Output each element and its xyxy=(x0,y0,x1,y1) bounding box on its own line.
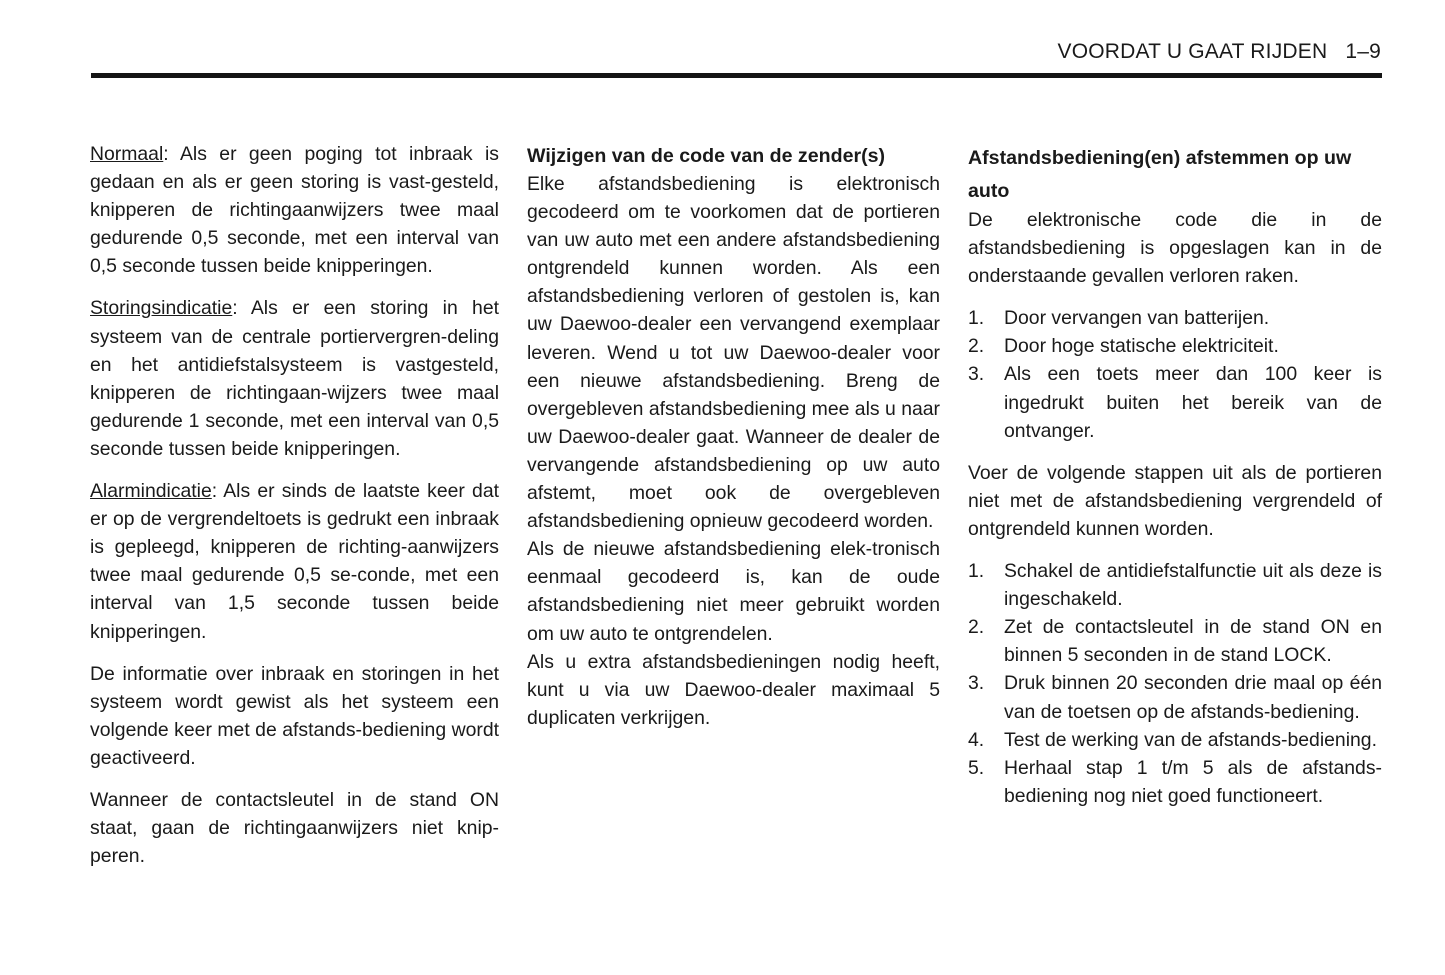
list-item: 1. Schakel de antidiefstalfunctie uit als deze is ingeschakeld. xyxy=(968,560,1382,611)
term-normaal: Normaal xyxy=(90,143,164,165)
list-item: 2. Zet de contactsleutel in de stand ON en binnen 5 seconden in de stand LOCK. xyxy=(968,616,1382,667)
section-title: VOORDAT U GAAT RIJDEN xyxy=(1057,40,1328,63)
list-item: 4. Test de werking van de afstands-bediening. xyxy=(968,728,1377,751)
section-heading-code-wijzigen: Wijzigen van de code van de zender(s) xyxy=(527,145,886,167)
header-rule xyxy=(91,73,1382,78)
paragraph-intro: De elektronische code die in de afstandsbediening is opgeslagen kan in de onderstaande gevallen verloren raken. xyxy=(968,209,1382,288)
steps-list xyxy=(968,557,1382,810)
paragraph-storingsindicatie: Storingsindicatie: Als er een storing in het systeem van de centrale portiervergren-deling en het antidiefstalsysteem is vastgesteld, knipperen de richtingaan-wijzers twee maal gedurende 1 seconde, met een interval van 0,5 seconde tussen beide knipperingen. xyxy=(90,297,499,460)
list-item: 3. Als een toets meer dan 100 keer is ingedrukt buiten het bereik van de ontvanger. xyxy=(968,363,1382,442)
list-item: 3. Druk binnen 20 seconden drie maal op één van de toetsen op de afstands-bediening. xyxy=(968,672,1382,723)
paragraph: Elke afstandsbediening is elektronisch gecodeerd om te voorkomen dat de portieren van uw auto met een andere afstandsbediening ontgrendeld kunnen worden. Als een afstandsbediening verloren of gestolen is, kan uw Daewoo-dealer een vervangend exemplaar leveren. Wend u tot uw Daewoo-dealer voor een nieuwe afstandsbediening. Breng de overgebleven afstandsbediening mee als u naar uw Daewoo-dealer gaat. Wanneer de dealer de vervangende afstandsbediening op uw auto afstemt, moet ook de overgebleven afstandsbediening opnieuw gecodeerd worden. xyxy=(527,173,940,533)
list-item: 2. Door hoge statische elektriciteit. xyxy=(968,335,1279,358)
term-alarmindicatie: Alarmindicatie xyxy=(90,480,212,503)
page-number: 1–9 xyxy=(1345,40,1381,63)
causes-list xyxy=(968,304,1382,444)
paragraph: Als u extra afstandsbedieningen nodig heeft, kunt u via uw Daewoo-dealer maximaal 5 duplicaten verkrijgen. xyxy=(527,650,940,729)
paragraph: Als de nieuwe afstandsbediening elek-tronisch eenmaal gecodeerd is, kan de oude afstandsbediening niet meer gebruikt worden om uw auto te ontgrendelen. xyxy=(527,538,940,645)
list-item: 1. Door vervangen van batterijen. xyxy=(968,307,1270,330)
column-left xyxy=(90,140,499,884)
section-heading-afstemmen: Afstandsbediening(en) afstemmen op uw auto xyxy=(968,147,1352,202)
column-middle xyxy=(527,142,940,732)
list-item: 5. Herhaal stap 1 t/m 5 als de afstands-bediening nog niet goed functioneert. xyxy=(968,756,1382,807)
paragraph-alarmindicatie: Alarmindicatie: Als er sinds de laatste keer dat er op de vergrendeltoets is gedrukt een inbraak is gepleegd, knipperen de richting-aanwijzers twee maal gedurende 0,5 se-conde, met een interval van 1,5 seconde tussen beide knipperingen. xyxy=(90,480,499,643)
term-storingsindicatie: Storingsindicatie xyxy=(90,297,233,320)
paragraph-info-wissen: De informatie over inbraak en storingen in het systeem wordt gewist als het systeem een volgende keer met de afstands-bediening wordt geactiveerd. xyxy=(90,662,499,769)
running-header xyxy=(1058,40,1382,64)
paragraph-normaal: Normaal: Als er geen poging tot inbraak is gedaan en als er geen storing is vast-gesteld, knipperen de richtingaanwijzers twee maal gedurende 0,5 seconde, met een interval van 0,5 seconde tussen beide knipperingen. xyxy=(90,143,499,278)
paragraph-contactsleutel: Wanneer de contactsleutel in de stand ON staat, gaan de richtingaanwijzers niet knip-peren. xyxy=(90,788,499,868)
column-right xyxy=(968,142,1382,824)
paragraph-steps-intro: Voer de volgende stappen uit als de portieren niet met de afstandsbediening vergrendeld of ontgrendeld kunnen worden. xyxy=(968,461,1382,540)
